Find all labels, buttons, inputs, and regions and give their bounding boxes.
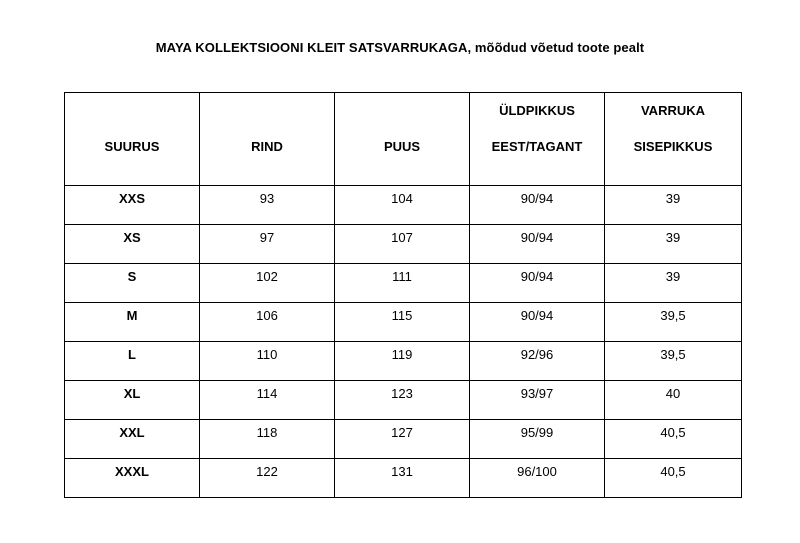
header-line2: PUUS: [383, 139, 421, 154]
size-cell: XL: [65, 381, 200, 420]
header-sleeve-length: [605, 93, 742, 186]
table-cell: 39: [605, 186, 742, 225]
table-cell: 40: [605, 381, 742, 420]
header-line2: SISEPIKKUS: [633, 139, 713, 154]
table-cell: 104: [335, 186, 470, 225]
header-hip: [335, 93, 470, 186]
table-cell: 127: [335, 420, 470, 459]
table-cell: 40,5: [605, 459, 742, 498]
table-cell: 39: [605, 264, 742, 303]
table-cell: 39,5: [605, 342, 742, 381]
document-title: MAYA KOLLEKTSIOONI KLEIT SATSVARRUKAGA, mõõdud võetud toote pealt: [155, 40, 645, 55]
table-cell: 123: [335, 381, 470, 420]
size-cell: XXS: [65, 186, 200, 225]
size-cell: M: [65, 303, 200, 342]
table-cell: 39,5: [605, 303, 742, 342]
header-chest: [200, 93, 335, 186]
header-total-length: [470, 93, 605, 186]
table-cell: 39: [605, 225, 742, 264]
table-header-row: [65, 93, 742, 186]
table-cell: 90/94: [470, 303, 605, 342]
header-line1: VARRUKA: [640, 103, 706, 118]
table-row: [65, 225, 742, 264]
table-body: [65, 186, 742, 498]
table-cell: 40,5: [605, 420, 742, 459]
table-cell: 90/94: [470, 225, 605, 264]
table-cell: 93/97: [470, 381, 605, 420]
header-size: [65, 93, 200, 186]
table-cell: 119: [335, 342, 470, 381]
table-row: [65, 342, 742, 381]
table-cell: 115: [335, 303, 470, 342]
header-line2: EEST/TAGANT: [491, 139, 583, 154]
table-cell: 92/96: [470, 342, 605, 381]
size-cell: L: [65, 342, 200, 381]
header-line1: ÜLDPIKKUS: [499, 103, 575, 118]
header-line2: SUURUS: [104, 139, 160, 154]
table-cell: 118: [200, 420, 335, 459]
table-cell: 95/99: [470, 420, 605, 459]
table-cell: 90/94: [470, 186, 605, 225]
table-cell: 110: [200, 342, 335, 381]
size-table: [64, 92, 742, 498]
table-cell: 107: [335, 225, 470, 264]
table-row: [65, 264, 742, 303]
header-line2: RIND: [251, 139, 283, 154]
table-cell: 114: [200, 381, 335, 420]
size-cell: XXXL: [65, 459, 200, 498]
table-cell: 131: [335, 459, 470, 498]
table-row: [65, 420, 742, 459]
table-cell: 122: [200, 459, 335, 498]
table-cell: 111: [335, 264, 470, 303]
table-cell: 96/100: [470, 459, 605, 498]
size-cell: XXL: [65, 420, 200, 459]
table-row: [65, 381, 742, 420]
table-cell: 97: [200, 225, 335, 264]
table-row: [65, 459, 742, 498]
size-cell: XS: [65, 225, 200, 264]
table-row: [65, 303, 742, 342]
table-cell: 90/94: [470, 264, 605, 303]
table-cell: 93: [200, 186, 335, 225]
table-cell: 102: [200, 264, 335, 303]
size-cell: S: [65, 264, 200, 303]
table-row: [65, 186, 742, 225]
table-cell: 106: [200, 303, 335, 342]
